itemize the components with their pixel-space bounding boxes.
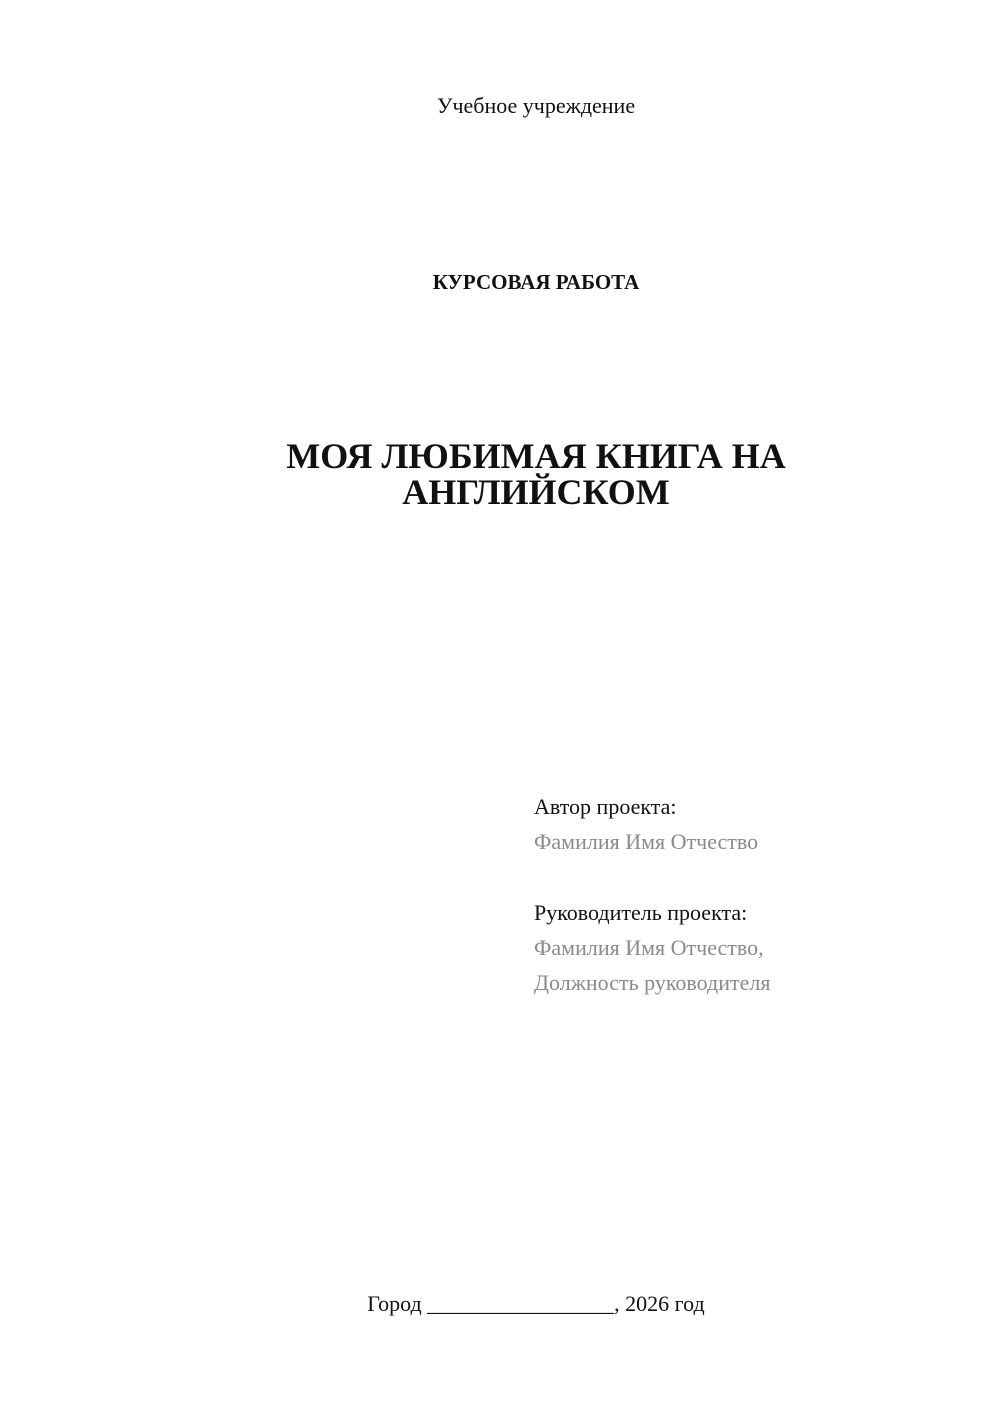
info-spacer — [534, 859, 974, 895]
document-title — [0, 438, 1000, 510]
project-info-block — [534, 789, 974, 1000]
author-label: Автор проекта: — [534, 794, 677, 819]
title-line-1: МОЯ ЛЮБИМАЯ КНИГА НА — [286, 436, 786, 476]
title-line-2: АНГЛИЙСКОМ — [402, 472, 670, 512]
city-year-line: Город _________________, 2026 год — [367, 1291, 705, 1316]
supervisor-label: Руководитель проекта: — [534, 900, 748, 925]
supervisor-name: Фамилия Имя Отчество, — [534, 935, 764, 960]
supervisor-position: Должность руководителя — [534, 970, 771, 995]
institution-name: Учебное учреждение — [436, 93, 636, 118]
work-type-heading: КУРСОВАЯ РАБОТА — [432, 270, 640, 294]
author-name: Фамилия Имя Отчество — [534, 829, 759, 854]
